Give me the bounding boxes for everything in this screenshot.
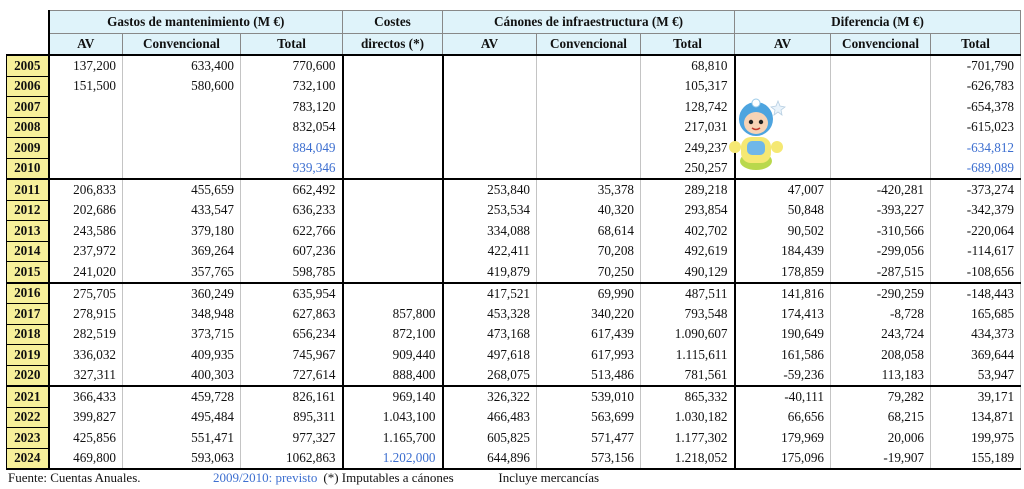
maintenance-total-cell: 627,863 [241, 304, 343, 325]
fees-av-cell [443, 76, 537, 97]
fees-total-cell: 289,218 [641, 179, 735, 200]
maintenance-av-cell [49, 97, 123, 118]
difference-av-cell: 178,859 [735, 262, 831, 283]
fees-conventional-cell [537, 158, 641, 179]
maintenance-conventional-cell: 580,600 [123, 76, 241, 97]
fees-av-cell: 473,168 [443, 324, 537, 345]
maintenance-av-cell: 243,586 [49, 221, 123, 242]
fees-av-cell: 422,411 [443, 241, 537, 262]
difference-total-cell: -373,274 [931, 179, 1021, 200]
difference-av-cell: 50,848 [735, 200, 831, 221]
fees-conventional-cell: 68,614 [537, 221, 641, 242]
header-direct-costs: Costes [343, 11, 443, 34]
fees-conventional-cell: 35,378 [537, 179, 641, 200]
difference-total-cell: -654,378 [931, 97, 1021, 118]
maintenance-av-cell: 278,915 [49, 304, 123, 325]
direct-costs-cell: 1.043,100 [343, 407, 443, 428]
subheader-fees-total: Total [641, 34, 735, 56]
maintenance-av-cell: 399,827 [49, 407, 123, 428]
difference-av-cell: -40,111 [735, 386, 831, 407]
maintenance-av-cell: 202,686 [49, 200, 123, 221]
maintenance-total-cell: 727,614 [241, 365, 343, 386]
table-row [7, 324, 1021, 345]
fees-av-cell: 453,328 [443, 304, 537, 325]
direct-costs-cell [343, 55, 443, 76]
table-row [7, 304, 1021, 325]
year-cell: 2005 [7, 55, 49, 76]
difference-av-cell: 161,586 [735, 345, 831, 366]
maintenance-av-cell: 275,705 [49, 283, 123, 304]
year-cell: 2017 [7, 304, 49, 325]
difference-conventional-cell: 79,282 [831, 386, 931, 407]
fees-av-cell: 253,534 [443, 200, 537, 221]
difference-conventional-cell: -287,515 [831, 262, 931, 283]
table-row [7, 117, 1021, 138]
subheader-difference-total: Total [931, 34, 1021, 56]
fees-conventional-cell [537, 117, 641, 138]
subheader-fees-conventional: Convencional [537, 34, 641, 56]
fees-total-cell: 402,702 [641, 221, 735, 242]
maintenance-total-cell: 939,346 [241, 158, 343, 179]
maintenance-av-cell: 206,833 [49, 179, 123, 200]
fees-total-cell: 492,619 [641, 241, 735, 262]
maintenance-av-cell: 151,500 [49, 76, 123, 97]
fees-total-cell: 1.090,607 [641, 324, 735, 345]
table-row [7, 428, 1021, 449]
fees-total-cell: 1.115,611 [641, 345, 735, 366]
difference-av-cell: 47,007 [735, 179, 831, 200]
footer-source: Fuente: Cuentas Anuales. [8, 470, 141, 485]
maintenance-conventional-cell: 551,471 [123, 428, 241, 449]
fees-total-cell: 68,810 [641, 55, 735, 76]
fees-total-cell: 1.218,052 [641, 448, 735, 469]
maintenance-conventional-cell: 455,659 [123, 179, 241, 200]
difference-total-cell: 369,644 [931, 345, 1021, 366]
maintenance-conventional-cell: 593,063 [123, 448, 241, 469]
difference-av-cell: 141,816 [735, 283, 831, 304]
maintenance-av-cell: 282,519 [49, 324, 123, 345]
fees-conventional-cell [537, 55, 641, 76]
fees-total-cell: 105,317 [641, 76, 735, 97]
difference-total-cell: -342,379 [931, 200, 1021, 221]
table-row [7, 221, 1021, 242]
fees-total-cell: 293,854 [641, 200, 735, 221]
direct-costs-cell [343, 262, 443, 283]
maintenance-conventional-cell: 459,728 [123, 386, 241, 407]
fees-conventional-cell: 340,220 [537, 304, 641, 325]
year-cell: 2012 [7, 200, 49, 221]
fees-av-cell: 466,483 [443, 407, 537, 428]
fees-conventional-cell: 617,993 [537, 345, 641, 366]
header-difference: Diferencia (M €) [735, 11, 1021, 34]
year-cell: 2010 [7, 158, 49, 179]
fees-av-cell: 253,840 [443, 179, 537, 200]
maintenance-av-cell: 327,311 [49, 365, 123, 386]
difference-conventional-cell: 208,058 [831, 345, 931, 366]
fees-av-cell: 497,618 [443, 345, 537, 366]
footer-freight-note: Incluye mercancías [498, 470, 600, 485]
fees-av-cell [443, 55, 537, 76]
year-cell: 2015 [7, 262, 49, 283]
fees-av-cell [443, 117, 537, 138]
difference-total-cell: -220,064 [931, 221, 1021, 242]
year-cell: 2021 [7, 386, 49, 407]
header-corner [7, 11, 49, 56]
maintenance-total-cell: 656,234 [241, 324, 343, 345]
difference-av-cell: 174,413 [735, 304, 831, 325]
year-cell: 2014 [7, 241, 49, 262]
fees-av-cell: 334,088 [443, 221, 537, 242]
table-row [7, 345, 1021, 366]
difference-conventional-cell: 243,724 [831, 324, 931, 345]
direct-costs-cell [343, 179, 443, 200]
table-row [7, 97, 1021, 118]
subheader-maintenance-total: Total [241, 34, 343, 56]
header-infra-fees: Cánones de infraestructura (M €) [443, 11, 735, 34]
maintenance-total-cell: 770,600 [241, 55, 343, 76]
fees-av-cell: 326,322 [443, 386, 537, 407]
fees-conventional-cell [537, 76, 641, 97]
fees-conventional-cell: 571,477 [537, 428, 641, 449]
maintenance-total-cell: 783,120 [241, 97, 343, 118]
toy-mascot-icon [723, 95, 789, 173]
fees-total-cell: 865,332 [641, 386, 735, 407]
maintenance-av-cell [49, 117, 123, 138]
fees-conventional-cell [537, 138, 641, 159]
difference-conventional-cell: -299,056 [831, 241, 931, 262]
difference-av-cell: 66,656 [735, 407, 831, 428]
maintenance-conventional-cell: 373,715 [123, 324, 241, 345]
fees-total-cell: 128,742 [641, 97, 735, 118]
maintenance-conventional-cell: 348,948 [123, 304, 241, 325]
maintenance-total-cell: 745,967 [241, 345, 343, 366]
table-row [7, 179, 1021, 200]
maintenance-fees-table [6, 10, 1021, 470]
table-row [7, 365, 1021, 386]
direct-costs-cell [343, 158, 443, 179]
maintenance-total-cell: 622,766 [241, 221, 343, 242]
maintenance-av-cell: 241,020 [49, 262, 123, 283]
maintenance-total-cell: 895,311 [241, 407, 343, 428]
fees-total-cell: 1.030,182 [641, 407, 735, 428]
direct-costs-cell: 857,800 [343, 304, 443, 325]
fees-conventional-cell: 539,010 [537, 386, 641, 407]
difference-total-cell: -634,812 [931, 138, 1021, 159]
year-cell: 2009 [7, 138, 49, 159]
subheader-difference-av: AV [735, 34, 831, 56]
direct-costs-cell [343, 138, 443, 159]
difference-av-cell: 90,502 [735, 221, 831, 242]
difference-total-cell: -615,023 [931, 117, 1021, 138]
footer [8, 470, 599, 486]
fees-av-cell: 419,879 [443, 262, 537, 283]
difference-conventional-cell: -393,227 [831, 200, 931, 221]
direct-costs-cell [343, 200, 443, 221]
maintenance-conventional-cell: 369,264 [123, 241, 241, 262]
direct-costs-cell [343, 241, 443, 262]
year-cell: 2011 [7, 179, 49, 200]
fees-conventional-cell: 513,486 [537, 365, 641, 386]
maintenance-conventional-cell [123, 97, 241, 118]
fees-total-cell: 250,257 [641, 158, 735, 179]
maintenance-conventional-cell: 400,303 [123, 365, 241, 386]
fees-conventional-cell: 617,439 [537, 324, 641, 345]
maintenance-av-cell: 469,800 [49, 448, 123, 469]
difference-conventional-cell: -19,907 [831, 448, 931, 469]
difference-total-cell: 155,189 [931, 448, 1021, 469]
difference-av-cell: 175,096 [735, 448, 831, 469]
maintenance-total-cell: 598,785 [241, 262, 343, 283]
difference-total-cell: 53,947 [931, 365, 1021, 386]
footer-estimate-note: 2009/2010: previsto [213, 470, 318, 485]
table-row [7, 241, 1021, 262]
subheader-difference-conventional: Convencional [831, 34, 931, 56]
fees-conventional-cell: 70,208 [537, 241, 641, 262]
direct-costs-cell: 969,140 [343, 386, 443, 407]
direct-costs-cell: 1.202,000 [343, 448, 443, 469]
maintenance-total-cell: 884,049 [241, 138, 343, 159]
year-cell: 2018 [7, 324, 49, 345]
table-row [7, 200, 1021, 221]
fees-av-cell: 417,521 [443, 283, 537, 304]
maintenance-av-cell: 336,032 [49, 345, 123, 366]
table-row [7, 138, 1021, 159]
maintenance-av-cell [49, 138, 123, 159]
fees-av-cell [443, 158, 537, 179]
maintenance-av-cell [49, 158, 123, 179]
difference-total-cell: 165,685 [931, 304, 1021, 325]
maintenance-conventional-cell: 633,400 [123, 55, 241, 76]
difference-conventional-cell: 68,215 [831, 407, 931, 428]
difference-total-cell: -108,656 [931, 262, 1021, 283]
fees-conventional-cell: 70,250 [537, 262, 641, 283]
difference-conventional-cell: 113,183 [831, 365, 931, 386]
table-row [7, 448, 1021, 469]
direct-costs-cell: 888,400 [343, 365, 443, 386]
direct-costs-cell: 909,440 [343, 345, 443, 366]
difference-total-cell: -148,443 [931, 283, 1021, 304]
fees-total-cell: 487,511 [641, 283, 735, 304]
maintenance-conventional-cell [123, 138, 241, 159]
difference-total-cell: -114,617 [931, 241, 1021, 262]
header-maintenance: Gastos de mantenimiento (M €) [49, 11, 343, 34]
table-row [7, 262, 1021, 283]
subheader-maintenance-av: AV [49, 34, 123, 56]
table-row [7, 386, 1021, 407]
direct-costs-cell [343, 221, 443, 242]
year-cell: 2006 [7, 76, 49, 97]
table-row [7, 158, 1021, 179]
fees-conventional-cell: 40,320 [537, 200, 641, 221]
direct-costs-cell: 872,100 [343, 324, 443, 345]
difference-total-cell: -701,790 [931, 55, 1021, 76]
direct-costs-cell [343, 117, 443, 138]
fees-conventional-cell: 69,990 [537, 283, 641, 304]
maintenance-conventional-cell: 495,484 [123, 407, 241, 428]
maintenance-total-cell: 607,236 [241, 241, 343, 262]
table-row [7, 76, 1021, 97]
difference-conventional-cell: -8,728 [831, 304, 931, 325]
fees-total-cell: 781,561 [641, 365, 735, 386]
year-cell: 2024 [7, 448, 49, 469]
maintenance-conventional-cell: 409,935 [123, 345, 241, 366]
fees-total-cell: 217,031 [641, 117, 735, 138]
difference-conventional-cell: -310,566 [831, 221, 931, 242]
difference-conventional-cell [831, 117, 931, 138]
difference-av-cell: 190,649 [735, 324, 831, 345]
subheader-direct-costs-note: directos (*) [343, 34, 443, 56]
maintenance-av-cell: 366,433 [49, 386, 123, 407]
year-cell: 2007 [7, 97, 49, 118]
fees-av-cell: 644,896 [443, 448, 537, 469]
maintenance-total-cell: 636,233 [241, 200, 343, 221]
maintenance-conventional-cell: 379,180 [123, 221, 241, 242]
table-row [7, 283, 1021, 304]
year-cell: 2013 [7, 221, 49, 242]
difference-total-cell: 434,373 [931, 324, 1021, 345]
year-cell: 2008 [7, 117, 49, 138]
maintenance-conventional-cell: 357,765 [123, 262, 241, 283]
fees-total-cell: 1.177,302 [641, 428, 735, 449]
year-cell: 2019 [7, 345, 49, 366]
difference-total-cell: -626,783 [931, 76, 1021, 97]
maintenance-conventional-cell: 433,547 [123, 200, 241, 221]
year-cell: 2020 [7, 365, 49, 386]
subheader-fees-av: AV [443, 34, 537, 56]
maintenance-total-cell: 635,954 [241, 283, 343, 304]
year-cell: 2022 [7, 407, 49, 428]
maintenance-total-cell: 826,161 [241, 386, 343, 407]
data-table-container [6, 10, 1020, 470]
year-cell: 2016 [7, 283, 49, 304]
fees-conventional-cell: 573,156 [537, 448, 641, 469]
maintenance-av-cell: 137,200 [49, 55, 123, 76]
difference-total-cell: 199,975 [931, 428, 1021, 449]
table-row [7, 55, 1021, 76]
fees-av-cell [443, 97, 537, 118]
fees-total-cell: 490,129 [641, 262, 735, 283]
year-cell: 2023 [7, 428, 49, 449]
fees-conventional-cell: 563,699 [537, 407, 641, 428]
difference-conventional-cell [831, 76, 931, 97]
table-row [7, 407, 1021, 428]
fees-conventional-cell [537, 97, 641, 118]
difference-conventional-cell [831, 158, 931, 179]
difference-conventional-cell [831, 97, 931, 118]
maintenance-total-cell: 977,327 [241, 428, 343, 449]
fees-total-cell: 793,548 [641, 304, 735, 325]
difference-total-cell: 39,171 [931, 386, 1021, 407]
difference-conventional-cell: -290,259 [831, 283, 931, 304]
maintenance-conventional-cell [123, 117, 241, 138]
maintenance-total-cell: 662,492 [241, 179, 343, 200]
direct-costs-cell [343, 283, 443, 304]
maintenance-total-cell: 732,100 [241, 76, 343, 97]
subheader-maintenance-conventional: Convencional [123, 34, 241, 56]
maintenance-conventional-cell: 360,249 [123, 283, 241, 304]
difference-total-cell: -689,089 [931, 158, 1021, 179]
direct-costs-cell: 1.165,700 [343, 428, 443, 449]
table-body [7, 55, 1021, 469]
maintenance-av-cell: 425,856 [49, 428, 123, 449]
difference-total-cell: 134,871 [931, 407, 1021, 428]
difference-conventional-cell [831, 55, 931, 76]
fees-av-cell: 268,075 [443, 365, 537, 386]
fees-av-cell: 605,825 [443, 428, 537, 449]
difference-av-cell: 184,439 [735, 241, 831, 262]
fees-av-cell [443, 138, 537, 159]
maintenance-total-cell: 1062,863 [241, 448, 343, 469]
maintenance-av-cell: 237,972 [49, 241, 123, 262]
direct-costs-cell [343, 97, 443, 118]
difference-av-cell [735, 76, 831, 97]
difference-conventional-cell: -420,281 [831, 179, 931, 200]
maintenance-conventional-cell [123, 158, 241, 179]
fees-total-cell: 249,237 [641, 138, 735, 159]
difference-av-cell [735, 55, 831, 76]
difference-conventional-cell [831, 138, 931, 159]
direct-costs-cell [343, 76, 443, 97]
difference-av-cell: 179,969 [735, 428, 831, 449]
footer-imputable-note: (*) Imputables a cánones [323, 470, 454, 485]
difference-av-cell: -59,236 [735, 365, 831, 386]
difference-conventional-cell: 20,006 [831, 428, 931, 449]
maintenance-total-cell: 832,054 [241, 117, 343, 138]
